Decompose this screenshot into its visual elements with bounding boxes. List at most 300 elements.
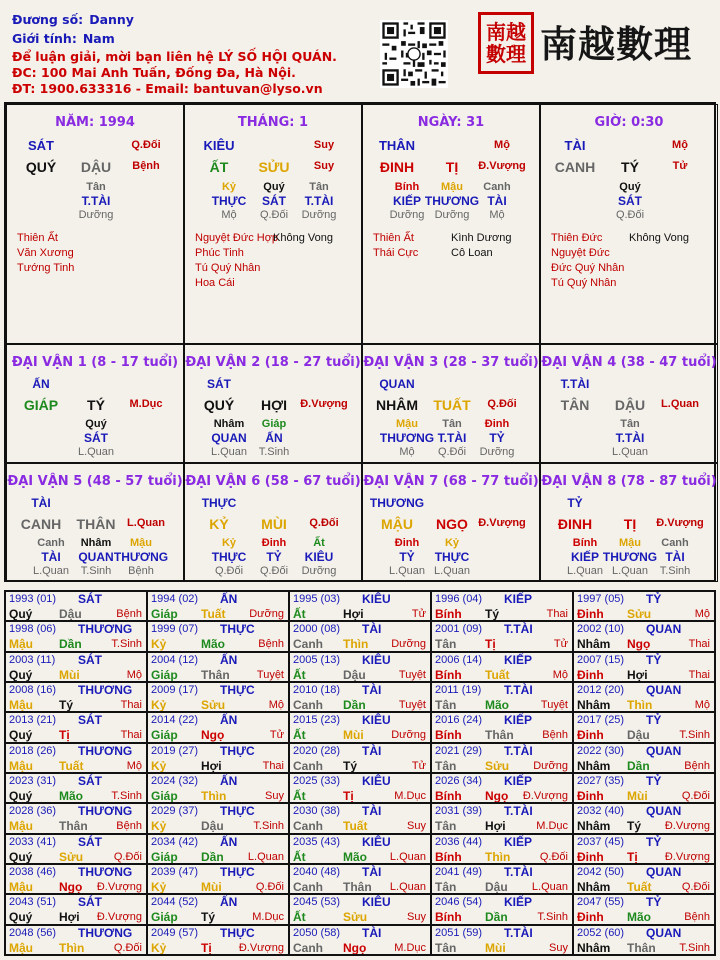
annual-year: 2028 (36) xyxy=(9,805,57,818)
annual-life-stage: Mộ xyxy=(126,668,142,681)
hidden-stem: Quý xyxy=(619,181,641,193)
gender-value: Nam xyxy=(82,31,115,46)
annual-cell[interactable] xyxy=(147,591,289,621)
annual-stem: Bính xyxy=(435,607,462,621)
annual-stem: Nhâm xyxy=(577,637,611,652)
annual-life-stage: M.Dục xyxy=(394,941,426,954)
heavenly-stem: QUÝ xyxy=(25,159,57,175)
annual-stem: Mậu xyxy=(9,819,33,834)
annual-stem: Đinh xyxy=(577,849,604,864)
dai-van-cell[interactable] xyxy=(184,344,362,463)
annual-cell[interactable] xyxy=(431,682,573,712)
heavenly-stem: CANH xyxy=(554,159,596,175)
dai-van-cell[interactable] xyxy=(540,463,718,582)
annual-cell[interactable] xyxy=(431,743,573,773)
annual-star: KIÊU xyxy=(362,652,391,667)
dai-van-cell[interactable] xyxy=(184,463,362,582)
annual-stem: Kỷ xyxy=(151,819,167,834)
hidden-stem: Kỷ xyxy=(221,181,237,193)
pillar-title: GIỜ: 0:30 xyxy=(594,115,664,130)
annual-star: KIẾP xyxy=(504,895,533,910)
dai-van-star: TỶ xyxy=(567,496,583,510)
annual-stem: Kỷ xyxy=(151,698,167,712)
annual-cell[interactable] xyxy=(289,743,431,773)
annual-cell[interactable] xyxy=(147,894,289,924)
hidden-life-stage: Dưỡng xyxy=(301,565,337,577)
annual-life-stage: Suy xyxy=(407,820,426,833)
annual-cell[interactable] xyxy=(573,591,715,621)
annual-star: T.TÀI xyxy=(504,804,533,819)
annual-year: 2010 (18) xyxy=(293,684,341,696)
annual-year: 2041 (49) xyxy=(435,866,483,878)
annual-year: 2030 (38) xyxy=(293,805,341,818)
shensha-item: Tú Quý Nhân xyxy=(551,277,617,289)
annual-cell[interactable] xyxy=(147,834,289,864)
annual-branch: Ngọ xyxy=(485,789,509,803)
hidden-life-stage: L.Quan xyxy=(77,446,115,458)
annual-year: 2046 (54) xyxy=(435,896,483,909)
hidden-life-stage: L.Quan xyxy=(611,446,649,458)
heavenly-stem: NHÂM xyxy=(376,397,418,413)
annual-star: TỶ xyxy=(646,713,662,728)
annual-life-stage: Mộ xyxy=(126,759,142,772)
dai-van-star: QUAN xyxy=(379,377,415,391)
annual-star: SÁT xyxy=(78,774,102,788)
annual-stem: Canh xyxy=(293,819,323,834)
dai-van-cell[interactable] xyxy=(362,463,540,582)
annual-cell[interactable] xyxy=(5,621,147,651)
annual-cell[interactable] xyxy=(147,864,289,894)
annual-star: T.TÀI xyxy=(504,865,533,879)
annual-branch: Hợi xyxy=(485,819,506,834)
branch-relation: Đ.Vượng xyxy=(478,160,526,172)
annual-star: QUAN xyxy=(646,622,682,637)
annual-star: TÀI xyxy=(362,865,382,879)
annual-cell[interactable] xyxy=(5,864,147,894)
annual-branch: Tý xyxy=(201,910,216,925)
annual-cell[interactable] xyxy=(147,682,289,712)
red-seal-stamp xyxy=(478,12,534,74)
annual-star: TÀI xyxy=(362,683,382,697)
hidden-stem: Mậu xyxy=(396,418,418,430)
hidden-life-stage: L.Quan xyxy=(611,565,649,577)
annual-year: 2049 (57) xyxy=(151,926,199,939)
annual-branch: Thân xyxy=(627,940,656,955)
annual-star: THƯƠNG xyxy=(78,925,133,940)
dai-van-cell[interactable] xyxy=(6,463,184,582)
annual-branch: Tý xyxy=(59,698,74,712)
pillar-star: THÂN xyxy=(378,138,416,153)
dai-van-cell[interactable] xyxy=(362,344,540,463)
heavenly-stem: ĐINH xyxy=(557,516,593,532)
hidden-stem: Tân xyxy=(620,418,640,430)
earthly-branch: TÝ xyxy=(621,159,639,175)
annual-star: THỰC xyxy=(220,683,255,697)
annual-year: 2035 (43) xyxy=(293,835,341,848)
annual-stem: Giáp xyxy=(151,667,178,682)
annual-star: THƯƠNG xyxy=(78,865,133,879)
annual-year: 2047 (55) xyxy=(577,896,625,909)
hidden-stem: Canh xyxy=(661,537,689,549)
annual-year: 2040 (48) xyxy=(293,866,341,878)
pillar-cell xyxy=(6,104,184,344)
seal-lettering: 南越 數理 xyxy=(486,20,526,66)
pillar-cell xyxy=(540,104,718,344)
hidden-stem: Nhâm xyxy=(213,418,245,430)
annual-cell[interactable] xyxy=(573,803,715,833)
pillar-title: THÁNG: 1 xyxy=(237,115,309,130)
annual-branch: Mùi xyxy=(201,880,222,894)
annual-stem: Kỷ xyxy=(151,940,167,955)
annual-cell[interactable] xyxy=(147,652,289,682)
annual-cell[interactable] xyxy=(5,682,147,712)
annual-star: QUAN xyxy=(646,865,682,879)
hidden-star: THƯƠNG xyxy=(424,194,480,208)
annual-star: KIÊU xyxy=(362,713,391,728)
annual-life-stage: Thai xyxy=(262,759,284,772)
annual-life-stage: Đ.Vượng xyxy=(664,850,710,863)
annual-stem: Canh xyxy=(293,637,323,652)
annual-cell[interactable] xyxy=(573,894,715,924)
annual-stem: Nhâm xyxy=(577,758,611,773)
annual-branch: Tuất xyxy=(343,819,368,834)
annual-star: THƯƠNG xyxy=(78,743,133,758)
hidden-life-stage: L.Quan xyxy=(566,565,604,577)
annual-year: 2026 (34) xyxy=(435,775,483,787)
annual-branch: Dậu xyxy=(485,880,508,894)
annual-stem: Mậu xyxy=(9,758,33,773)
annual-star: KIÊU xyxy=(362,592,391,606)
shensha-right-list xyxy=(629,231,689,246)
annual-cell[interactable] xyxy=(573,834,715,864)
annual-branch: Thân xyxy=(59,819,88,834)
annual-cell[interactable] xyxy=(289,621,431,651)
annual-stem: Canh xyxy=(293,758,323,773)
annual-year: 1995 (03) xyxy=(293,593,341,605)
annual-year: 2048 (56) xyxy=(9,926,57,939)
dai-van-title: ĐẠI VẬN 7 (68 - 77 tuổi) xyxy=(363,474,539,489)
annual-cell[interactable] xyxy=(289,834,431,864)
owner-label: Đương số: xyxy=(12,12,84,27)
annual-life-stage: Bệnh xyxy=(116,608,142,620)
annual-life-stage: Dưỡng xyxy=(533,759,568,772)
address-line: ĐC: 100 Mai Anh Tuấn, Đống Đa, Hà Nội. xyxy=(12,65,296,80)
annual-stem: Giáp xyxy=(151,607,178,621)
earthly-branch: SỬU xyxy=(258,159,290,175)
qr-code[interactable] xyxy=(380,20,448,88)
annual-cell[interactable] xyxy=(147,925,289,955)
dai-van-title: ĐẠI VẬN 6 (58 - 67 tuổi) xyxy=(185,474,361,489)
annual-year: 2023 (31) xyxy=(9,775,57,787)
annual-cell[interactable] xyxy=(147,803,289,833)
annual-cell[interactable] xyxy=(289,925,431,955)
annual-life-stage: Suy xyxy=(265,790,284,802)
annual-cell[interactable] xyxy=(5,834,147,864)
shensha-left-list xyxy=(195,231,278,291)
annual-stem: Canh xyxy=(293,880,323,894)
annual-year: 2021 (29) xyxy=(435,744,483,757)
hidden-stem: Canh xyxy=(483,181,511,193)
shensha-item: Không Vong xyxy=(629,232,689,244)
annual-year: 1999 (07) xyxy=(151,623,199,636)
annual-stem: Kỷ xyxy=(151,880,167,894)
annual-cell[interactable] xyxy=(5,591,147,621)
annual-year: 2009 (17) xyxy=(151,684,199,696)
annual-cell[interactable] xyxy=(431,773,573,803)
annual-cell[interactable] xyxy=(289,652,431,682)
annual-branch: Mão xyxy=(627,910,651,925)
annual-cell[interactable] xyxy=(431,591,573,621)
branch-relation: Đ.Vượng xyxy=(656,517,704,529)
annual-cell[interactable] xyxy=(573,682,715,712)
annual-cell[interactable] xyxy=(573,712,715,742)
annual-life-stage: Q.Đối xyxy=(255,881,284,893)
hidden-stem: Quý xyxy=(263,181,285,193)
annual-stem: Giáp xyxy=(151,849,178,864)
annual-branch: Dần xyxy=(627,758,650,773)
dai-van-title: ĐẠI VẬN 3 (28 - 37 tuổi) xyxy=(363,355,539,370)
annual-stem: Tân xyxy=(435,637,457,652)
annual-branch: Tị xyxy=(59,728,70,743)
hidden-life-stage: T.Sinh xyxy=(258,446,290,458)
annual-cell[interactable] xyxy=(5,803,147,833)
annual-branch: Sửu xyxy=(201,698,226,712)
hidden-star: TỶ xyxy=(489,431,505,445)
shensha-item: Hoa Cái xyxy=(195,277,235,289)
annual-cell[interactable] xyxy=(5,652,147,682)
annual-cell[interactable] xyxy=(5,712,147,742)
annual-cell[interactable] xyxy=(289,682,431,712)
annual-branch: Tý xyxy=(627,819,642,834)
branch-relation: Đ.Vượng xyxy=(300,398,348,410)
annual-cell[interactable] xyxy=(431,834,573,864)
annual-life-stage: Tử xyxy=(411,759,426,772)
earthly-branch: TỊ xyxy=(445,159,459,175)
annual-branch: Thìn xyxy=(343,637,369,652)
annual-stem: Tân xyxy=(435,819,457,834)
annual-branch: Dậu xyxy=(343,667,366,682)
hidden-life-stage: T.Sinh xyxy=(80,565,112,577)
annual-life-stage: T.Sinh xyxy=(111,638,142,651)
annual-cell[interactable] xyxy=(289,864,431,894)
annual-cell[interactable] xyxy=(573,743,715,773)
hidden-star: TỶ xyxy=(266,550,282,564)
annual-life-stage: T.Sinh xyxy=(537,911,568,924)
annual-year: 2006 (14) xyxy=(435,653,483,666)
hidden-star: KIÊU xyxy=(304,550,334,564)
annual-life-stage: Đ.Vượng xyxy=(96,881,142,893)
annual-cell[interactable] xyxy=(289,712,431,742)
annual-cell[interactable] xyxy=(431,621,573,651)
annual-stem: Nhâm xyxy=(577,698,611,712)
annual-life-stage: Mộ xyxy=(694,608,710,620)
annual-cell[interactable] xyxy=(431,894,573,924)
annual-star: TÀI xyxy=(362,743,382,758)
owner-line xyxy=(12,12,134,27)
annual-life-stage: M.Dục xyxy=(536,820,568,833)
annual-life-stage: Bệnh xyxy=(116,820,142,833)
annual-cell[interactable] xyxy=(289,591,431,621)
annual-life-stage: Q.Đối xyxy=(681,790,710,802)
hidden-stem: Đinh xyxy=(484,418,510,430)
annual-stem: Đinh xyxy=(577,667,604,682)
hidden-life-stage: Q.Đối xyxy=(259,209,289,221)
annual-cell[interactable] xyxy=(147,773,289,803)
annual-cell[interactable] xyxy=(573,621,715,651)
annual-life-stage: Q.Đối xyxy=(113,941,142,954)
annual-year: 2018 (26) xyxy=(9,744,57,757)
hidden-stem: Đinh xyxy=(394,537,420,549)
dai-van-title: ĐẠI VẬN 8 (78 - 87 tuổi) xyxy=(541,474,717,489)
annual-branch: Tuất xyxy=(485,667,510,682)
annual-star: TÀI xyxy=(362,804,382,819)
earthly-branch: THÂN xyxy=(76,516,116,532)
annual-stem: Mậu xyxy=(9,880,33,894)
annual-cell[interactable] xyxy=(5,925,147,955)
branch-relation: Tử xyxy=(672,160,688,172)
heavenly-stem: ẤT xyxy=(209,159,229,175)
hidden-star: TÀI xyxy=(487,194,507,208)
annual-cell[interactable] xyxy=(147,621,289,651)
annual-life-stage: Dưỡng xyxy=(391,638,426,651)
hidden-stem: Giáp xyxy=(261,418,287,430)
annual-cell[interactable] xyxy=(147,712,289,742)
hidden-star: ẤN xyxy=(265,431,283,445)
dai-van-cell[interactable] xyxy=(540,344,718,463)
shensha-item: Nguyệt Đức Hợp xyxy=(195,232,279,244)
annual-cell[interactable] xyxy=(573,652,715,682)
annual-life-stage: L.Quan xyxy=(389,881,426,893)
branch-relation: Q.Đối xyxy=(309,517,339,529)
annual-branch: Mùi xyxy=(485,940,506,955)
dai-van-star: T.TÀI xyxy=(560,377,590,391)
annual-year: 2019 (27) xyxy=(151,744,199,757)
shensha-item: Đức Quý Nhân xyxy=(551,262,625,274)
hidden-stem: Tân xyxy=(86,181,106,193)
annual-star: THỰC xyxy=(220,622,255,637)
dai-van-title: ĐẠI VẬN 1 (8 - 17 tuổi) xyxy=(11,355,179,370)
annual-star: TÀI xyxy=(362,925,382,940)
annual-cell[interactable] xyxy=(147,743,289,773)
annual-cell[interactable] xyxy=(289,894,431,924)
annual-life-stage: Tử xyxy=(553,638,568,651)
pillar-star: SÁT xyxy=(28,138,54,153)
hidden-stem: Bính xyxy=(394,181,420,193)
annual-stem: Quý xyxy=(9,910,33,925)
annual-star: THƯƠNG xyxy=(78,683,133,697)
annual-branch: Tuất xyxy=(201,607,226,621)
annual-stem: Bính xyxy=(435,728,462,743)
annual-cell[interactable] xyxy=(573,864,715,894)
annual-cell[interactable] xyxy=(5,894,147,924)
annual-branch: Tuất xyxy=(627,880,652,894)
pillar-right-note: Mộ xyxy=(494,139,510,151)
annual-life-stage: M.Dục xyxy=(252,911,284,924)
annual-branch: Mùi xyxy=(343,728,364,743)
annual-year: 2004 (12) xyxy=(151,653,199,666)
annual-star: SÁT xyxy=(78,652,102,667)
annual-year: 2036 (44) xyxy=(435,835,483,848)
branch-relation: Đ.Vượng xyxy=(478,517,526,529)
hidden-stem: Quý xyxy=(85,418,107,430)
annual-branch: Dần xyxy=(59,637,82,652)
annual-stem: Quý xyxy=(9,607,33,621)
annual-cell[interactable] xyxy=(431,652,573,682)
heavenly-stem: GIÁP xyxy=(23,397,59,413)
pillar-star: TÀI xyxy=(564,138,586,153)
annual-star: TỶ xyxy=(646,652,662,667)
annual-star: T.TÀI xyxy=(504,743,533,758)
annual-year: 2011 (19) xyxy=(435,684,482,696)
annual-branch: Mão xyxy=(485,698,509,712)
annual-cell[interactable] xyxy=(431,712,573,742)
annual-cell[interactable] xyxy=(289,803,431,833)
annual-stem: Ất xyxy=(293,607,306,621)
annual-cell[interactable] xyxy=(431,864,573,894)
annual-branch: Mão xyxy=(59,789,83,803)
hidden-star: TÀI xyxy=(665,550,685,564)
shensha-left-list xyxy=(373,231,418,261)
annual-life-stage: Thai xyxy=(546,608,568,620)
dai-van-star: TÀI xyxy=(31,496,51,510)
annual-branch: Tý xyxy=(343,758,358,773)
hidden-stem: Mậu xyxy=(441,181,463,193)
annual-cell[interactable] xyxy=(573,925,715,955)
hidden-star: SÁT xyxy=(618,194,642,208)
annual-stem: Ất xyxy=(293,849,306,864)
hidden-life-stage: Dưỡng xyxy=(434,209,470,221)
hidden-life-stage: Q.Đối xyxy=(259,565,289,577)
dai-van-cell[interactable] xyxy=(6,344,184,463)
annual-life-stage: Đ.Vượng xyxy=(238,941,284,954)
heavenly-stem: TÂN xyxy=(560,397,590,413)
annual-life-stage: Tuyệt xyxy=(540,699,568,711)
shensha-right-list xyxy=(451,231,511,261)
annual-life-stage: Suy xyxy=(407,911,426,924)
hidden-life-stage: Mộ xyxy=(399,446,415,458)
annual-branch: Hợi xyxy=(343,607,364,621)
annual-stem: Mậu xyxy=(9,637,33,652)
annual-life-stage: L.Quan xyxy=(389,850,426,863)
annual-cell[interactable] xyxy=(5,743,147,773)
annual-star: QUAN xyxy=(646,804,682,819)
annual-cell[interactable] xyxy=(289,773,431,803)
annual-cell[interactable] xyxy=(431,803,573,833)
annual-star: THỰC xyxy=(220,804,255,819)
hidden-star: T.TÀI xyxy=(304,194,334,208)
gender-line xyxy=(12,31,115,46)
annual-stem: Canh xyxy=(293,698,323,712)
annual-stem: Nhâm xyxy=(577,940,611,955)
annual-life-stage: Tử xyxy=(411,608,426,620)
dai-van-star: THƯƠNG xyxy=(369,496,425,510)
annual-stem: Mậu xyxy=(9,698,33,712)
annual-star: THỰC xyxy=(220,865,255,879)
annual-cell[interactable] xyxy=(573,773,715,803)
annual-stem: Tân xyxy=(435,940,457,955)
hidden-star: THƯƠNG xyxy=(113,550,169,564)
annual-cell[interactable] xyxy=(5,773,147,803)
annual-star: T.TÀI xyxy=(504,622,533,637)
annual-star: TỶ xyxy=(646,834,662,849)
annual-branch: Mùi xyxy=(59,667,80,682)
shensha-item: Kình Dương xyxy=(451,232,512,244)
annual-cell[interactable] xyxy=(431,925,573,955)
annual-star: SÁT xyxy=(78,834,102,849)
hidden-stem: Canh xyxy=(37,537,65,549)
hidden-star: QUAN xyxy=(78,550,114,564)
annual-stem: Nhâm xyxy=(577,819,611,834)
